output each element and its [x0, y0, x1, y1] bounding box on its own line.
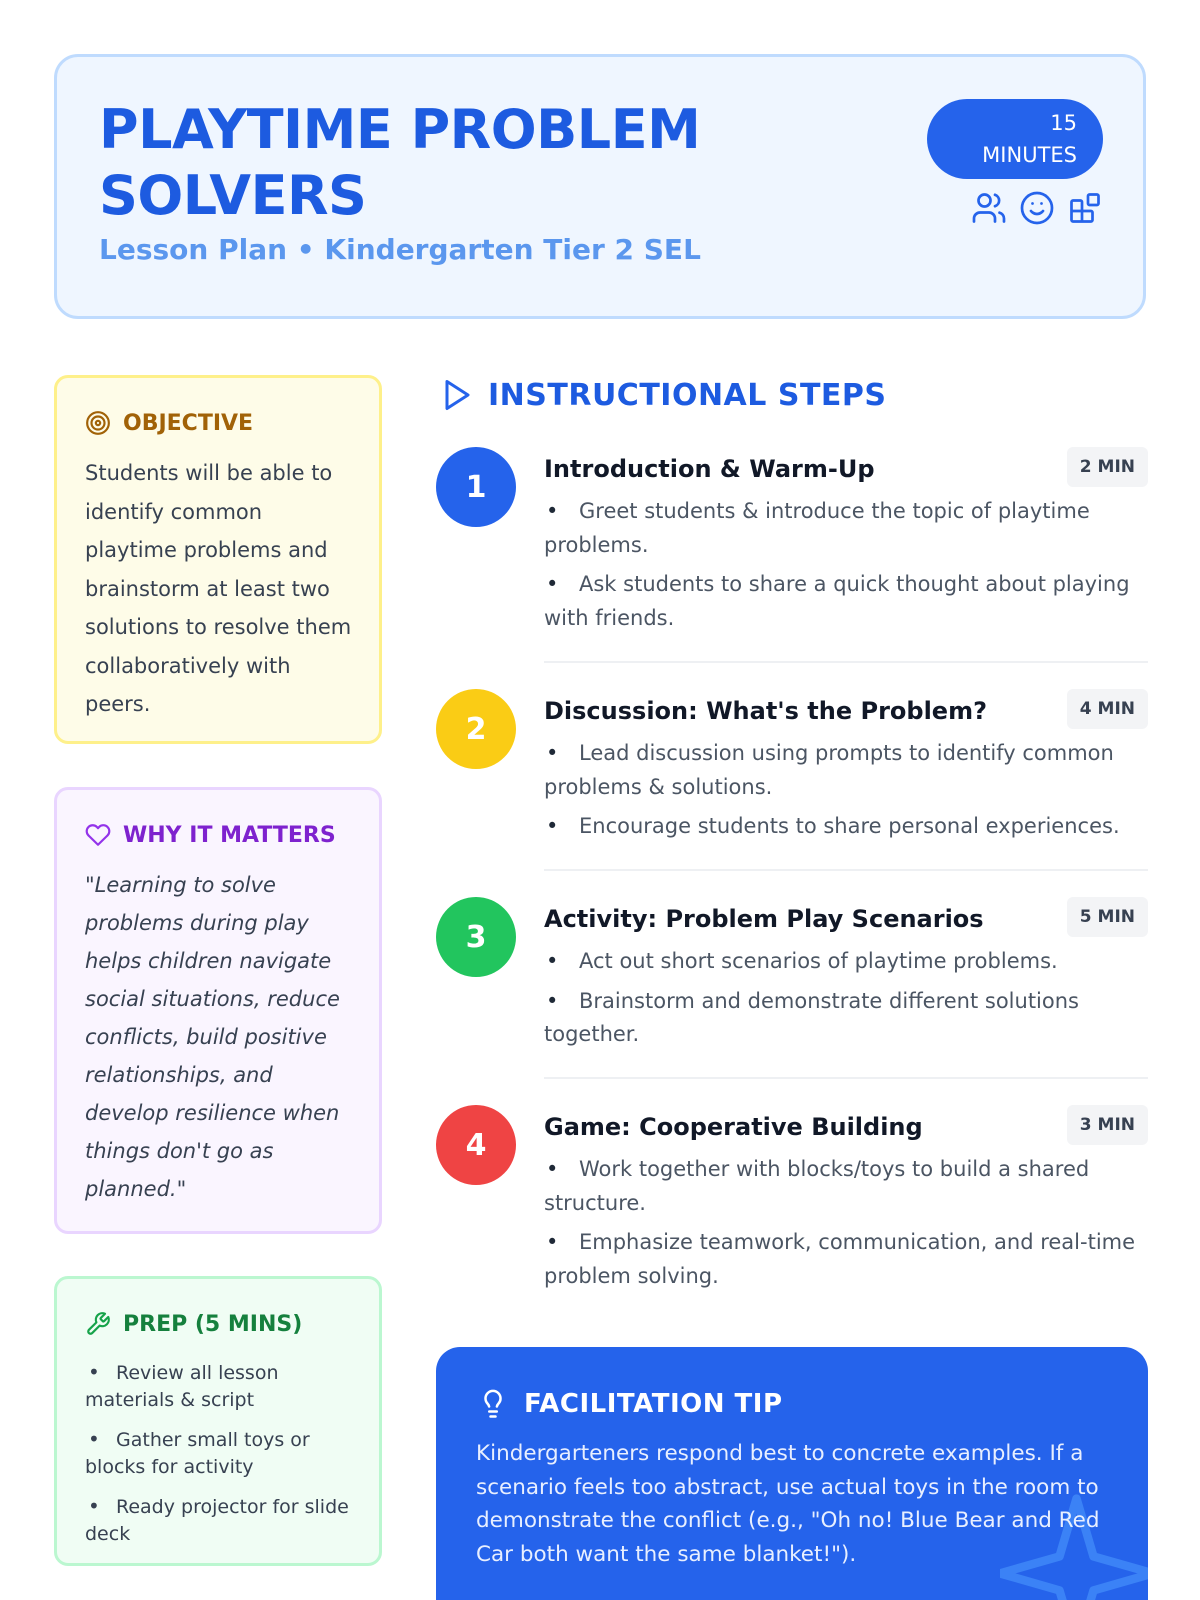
step-divider [544, 869, 1148, 871]
step-number: 4 [436, 1105, 516, 1185]
objective-title: OBJECTIVE [123, 410, 254, 436]
step-bullets [544, 737, 1148, 850]
step-bullets [544, 495, 1148, 641]
prep-title: PREP (5 MINS) [123, 1311, 303, 1337]
step-bullet: • Greet students & introduce the topic of playtime problems. [544, 495, 1148, 562]
prep-header [85, 1311, 302, 1337]
play-icon [438, 377, 474, 413]
prep-list [85, 1359, 357, 1560]
step-duration-badge: 3 MIN [1067, 1105, 1148, 1145]
step-duration-badge: 4 MIN [1067, 689, 1148, 729]
prep-item: • Review all lesson materials & script [85, 1359, 357, 1414]
objective-text: Students will be able to identify common playtime problems and brainstorm at least two solutions to resolve them collaboratively with peers. [85, 461, 352, 716]
why-quote: "Learning to solve problems during play helps children navigate social situations, reduce conflicts, build positive relationships, and develop resilience when things don't go as planned." [85, 873, 340, 1201]
steps-header [438, 377, 887, 413]
why-title: WHY IT MATTERS [123, 822, 336, 848]
step-duration-badge: 5 MIN [1067, 897, 1148, 937]
blocks-icon [1067, 190, 1103, 226]
header-icons [971, 190, 1103, 226]
step-number: 3 [436, 897, 516, 977]
prep-item: • Ready projector for slide deck [85, 1493, 357, 1548]
prep-card [54, 1276, 382, 1566]
duration-value: 15 [1050, 111, 1077, 135]
step-number: 1 [436, 447, 516, 527]
tip-text: Kindergarteners respond best to concrete examples. If a scenario feels too abstract, use actual toys in the room to demonstrate the conflict (e.g., "Oh no! Blue Bear and Red Car both want the same blanket!"). [476, 1441, 1100, 1567]
heart-icon [85, 822, 111, 848]
step-title: Game: Cooperative Building [544, 1113, 923, 1141]
why-header [85, 822, 336, 848]
step-title: Introduction & Warm-Up [544, 455, 875, 483]
step-bullet: • Emphasize teamwork, communication, and real-time problem solving. [544, 1226, 1148, 1293]
prep-item: • Gather small toys or blocks for activity [85, 1426, 357, 1481]
users-icon [971, 190, 1007, 226]
target-icon [85, 410, 111, 436]
wrench-icon [85, 1311, 111, 1337]
duration-unit: MINUTES [982, 143, 1077, 167]
duration-badge [927, 99, 1103, 179]
step-title: Discussion: What's the Problem? [544, 697, 988, 725]
objective-card [54, 375, 382, 744]
step-bullet: • Encourage students to share personal experiences. [544, 810, 1148, 844]
step-number: 2 [436, 689, 516, 769]
step-bullet: • Work together with blocks/toys to build a shared structure. [544, 1153, 1148, 1220]
tip-title: FACILITATION TIP [524, 1389, 783, 1419]
tip-header [478, 1387, 783, 1421]
step-divider [544, 661, 1148, 663]
page-subtitle: Lesson Plan • Kindergarten Tier 2 SEL [99, 233, 701, 266]
step-duration-badge: 2 MIN [1067, 447, 1148, 487]
facilitation-tip-card [436, 1347, 1148, 1600]
step-divider [544, 1077, 1148, 1079]
step-bullet: • Ask students to share a quick thought about playing with friends. [544, 568, 1148, 635]
page-title: PLAYTIME PROBLEM SOLVERS [99, 98, 701, 227]
why-it-matters-card [54, 787, 382, 1234]
step-bullets [544, 945, 1148, 1058]
step-bullet: • Act out short scenarios of playtime problems. [544, 945, 1148, 979]
lesson-header [54, 54, 1146, 319]
step-title: Activity: Problem Play Scenarios [544, 905, 984, 933]
objective-header [85, 410, 253, 436]
smile-icon [1019, 190, 1055, 226]
lightbulb-icon [478, 1387, 508, 1421]
step-bullets [544, 1153, 1148, 1299]
steps-title: INSTRUCTIONAL STEPS [488, 377, 887, 413]
step-bullet: • Lead discussion using prompts to identify common problems & solutions. [544, 737, 1148, 804]
step-bullet: • Brainstorm and demonstrate different solutions together. [544, 985, 1148, 1052]
